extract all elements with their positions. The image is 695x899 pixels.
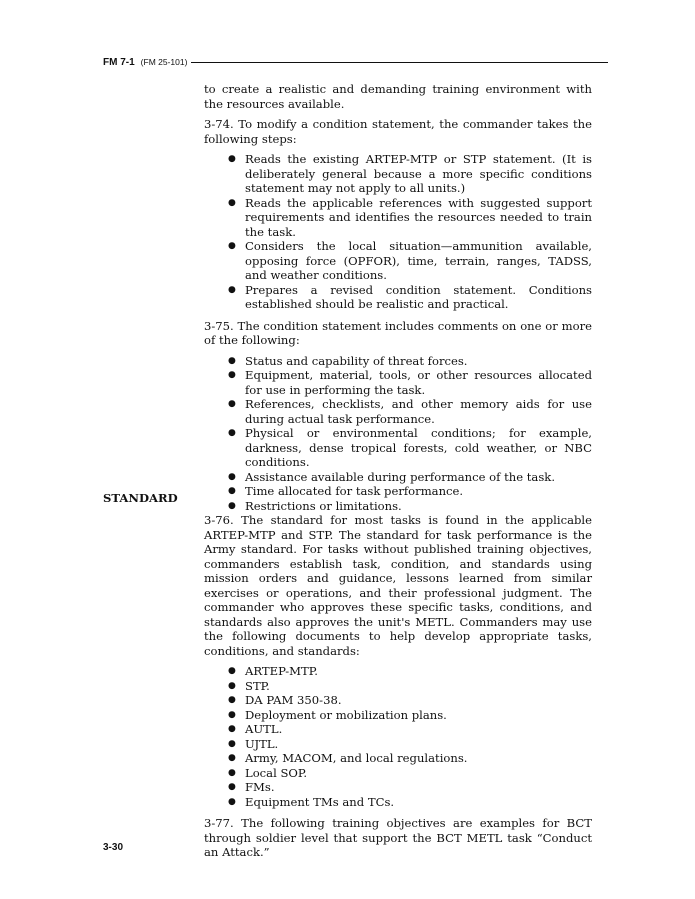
running-header [103,55,608,69]
list-item: ● DA PAM 350-38. [245,693,592,708]
list-item: ● Equipment, material, tools, or other resources allocated for use in performing the task. [245,368,592,397]
list-item: ● STP. [245,679,592,694]
list-item: ● ARTEP-MTP. [245,664,592,679]
list-item: ● UJTL. [245,737,592,752]
paragraph-3-77: 3-77. The following training objectives are examples for BCT through soldier level that support the BCT METL task “Conduct an Attack.” [204,816,592,859]
page-number: 3-30 [103,842,124,853]
list-item: ● FMs. [245,780,592,795]
list-item: ● Deployment or mobilization plans. [245,708,592,723]
list-item: ● Assistance available during performance of the task. [245,470,592,485]
list-item: ● AUTL. [245,722,592,737]
list-item: ● Reads the applicable references with suggested support requirements and identifies the resources needed to train the task. [245,196,592,240]
header-doc-sub: (FM 25-101) [140,57,188,67]
list-item: ● Considers the local situation—ammunition available, opposing force (OPFOR), time, terrain, ranges, TADSS, and weather conditions. [245,239,592,283]
steps-list [204,152,592,312]
list-item: ● References, checklists, and other memory aids for use during actual task performance. [245,397,592,426]
list-item: ● Physical or environmental conditions; for example, darkness, dense tropical forests, cold weather, or NBC conditions. [245,426,592,470]
paragraph-3-75: 3-75. The condition statement includes comments on one or more of the following: [204,318,592,347]
intro-paragraph: to create a realistic and demanding training environment with the resources available. [204,82,592,111]
list-item: ● Status and capability of threat forces. [245,354,592,369]
list-item: ● Prepares a revised condition statement. Conditions established should be realistic and practical. [245,283,592,312]
body-column-top [204,82,592,520]
body-column-standard [204,513,592,866]
header-rule [191,62,608,63]
list-item: ● Local SOP. [245,766,592,781]
list-item: ● Time allocated for task performance. [245,484,592,499]
header-title [103,55,187,69]
documents-list [204,664,592,809]
header-doc-id: FM 7-1 [103,57,135,68]
list-item: ● Reads the existing ARTEP-MTP or STP statement. (It is deliberately general because a more specific conditions statement may not apply to all units.) [245,152,592,196]
section-heading-standard: STANDARD [103,491,178,505]
conditions-list [204,354,592,514]
paragraph-3-74: 3-74. To modify a condition statement, the commander takes the following steps: [204,117,592,146]
list-item: ● Army, MACOM, and local regulations. [245,751,592,766]
paragraph-3-76: 3-76. The standard for most tasks is found in the applicable ARTEP-MTP and STP. The standard for task performance is the Army standard. For tasks without published training objectives, commanders establish task, condition, and standards using mission orders and guidance, lessons learned from similar exercises or operations, and their professional judgment. The commander who approves these specific tasks, conditions, and standards also approves the unit's METL. Commanders may use the following documents to help develop appropriate tasks, conditions, and standards: [204,513,592,658]
list-item: ● Equipment TMs and TCs. [245,795,592,810]
list-item: ● Restrictions or limitations. [245,499,592,514]
